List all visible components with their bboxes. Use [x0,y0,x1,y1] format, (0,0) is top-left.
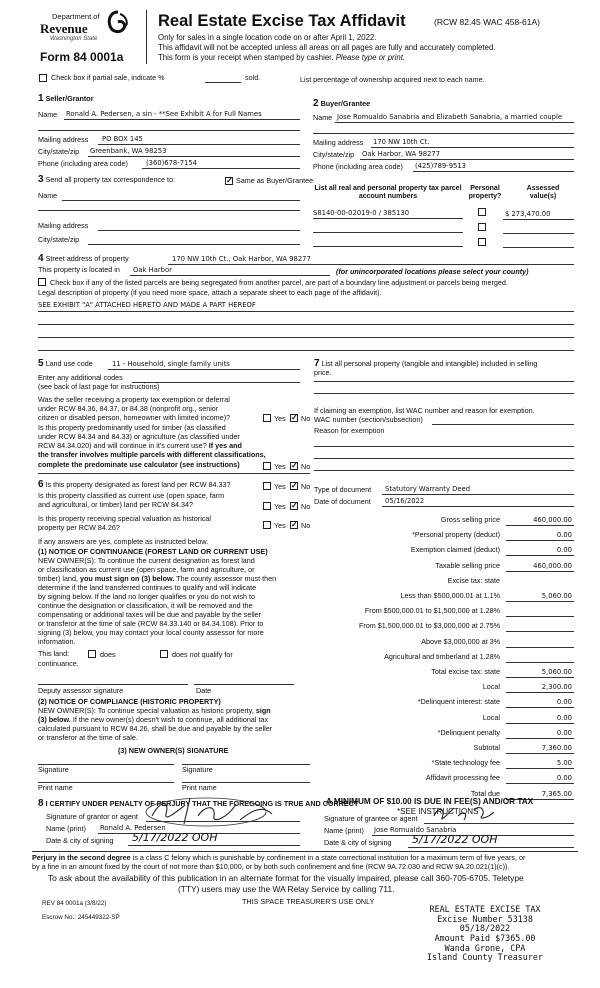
tax-row-value[interactable]: 0.00 [556,531,572,539]
grantor-print-label: Name (print) [46,824,86,833]
legal-desc-label: Legal description of property (if you need more space, attach a separate sheet to each page of the affidavit). [38,288,382,297]
n1-line-5: by signing below. If the land no longer qualifies or you do not wish to [38,592,255,601]
owner-print-label-2: Print name [182,783,217,792]
tax-row-line [506,616,574,617]
tax-row-label: Local [482,713,500,722]
tax-row-value[interactable]: 0.00 [556,774,572,782]
uninc-note: (for unincorporated locations please select your county) [336,267,529,276]
land-use-heading: 5 Land use code [38,358,93,369]
tax-row-value[interactable]: 0.00 [556,546,572,554]
add-codes-note: (see back of last page for instructions) [38,382,160,391]
owner-print-label-1: Print name [38,783,73,792]
tax-row-line [506,631,574,632]
corr-mail-line [98,230,300,231]
tax-row-label: *State technology fee [431,758,500,767]
grantor-date-label: Date & city of signing [46,836,114,845]
legal-desc-value[interactable]: SEE EXHIBIT "A" ATTACHED HERETO AND MADE A PART HEREOF [38,301,256,309]
minimum-due-note: A MINIMUM OF $10.00 IS DUE IN FEE(S) AND/OR TAX [326,797,534,806]
no-label: No [301,462,311,471]
buyer-name-line [335,122,574,123]
perjury-line-2: by a fine in an amount fixed by the court of not more than $10,000, or by both such confinement and fine (RCW 9A.72.030 and RCW 9A.20.021(1)(c)). [32,862,510,871]
certify-heading: 8 I CERTIFY UNDER PENALTY OF PERJURY THAT THE FOREGOING IS TRUE AND CORRECT [38,798,359,809]
legal-line-1 [38,311,574,312]
header-note-3: This form is your receipt when stamped by cashier. Please type or print. [158,53,406,62]
stamp-line-2: Excise Number 53138 [437,913,533,924]
tax-row-line [506,723,574,724]
historic-q-1: Is this property receiving special valuation as historical [38,514,211,523]
timber-q-4: the transfer involves multiple parcels with different classifications, [38,450,266,459]
grantee-date-label: Date & city of signing [324,838,392,847]
buyer-city-value[interactable]: Oak Harbor, WA 98277 [362,150,441,158]
segregated-label: Check box if any of the listed parcels are being segregated from another parcel, are part of a boundary line adjustment or parcels being merged. [50,278,508,287]
tax-row-label: Total due [470,789,500,798]
perjury-line-1: Perjury in the second degree is a class C felony which is punishable by confinement in a state correctional institution for a maximum term of five years, or [32,853,526,862]
tax-row-label: Less than $500,000.01 at 1.1% [400,591,500,600]
tax-row-label: *Delinquent penalty [437,728,500,737]
same-as-buyer-label: Same as Buyer/Grantee [236,176,314,185]
assessed-value[interactable]: $ 273,470.00 [505,210,551,218]
timber-q-1: Is this property predominantly used for timber (as classified [38,423,226,432]
form-number: Form 84 0001a [40,50,124,64]
personal-property-heading: 7 List all personal property (tangible and intangible) included in selling [314,358,538,369]
assessed-line-2 [503,233,574,234]
n1-line-1: NEW OWNER(S): To continue the current designation as forest land [38,556,255,565]
grantee-date-value[interactable]: 5/17/2022 OOH [412,833,498,846]
this-land-label: This land: [38,649,70,658]
escrow-number: Escrow No.: 245449322-SP [42,914,120,921]
assessed-line-1 [503,219,574,220]
header-note-1: Only for sales in a single location code on or after April 1, 2022. [158,33,377,42]
tax-row-value[interactable]: 5,060.00 [541,668,572,676]
corr-name-line [62,200,300,201]
treasurer-stamp [410,905,560,963]
doc-date-label: Date of document [314,497,371,506]
grantor-print-value[interactable]: Ronald A. Pedersen [100,824,166,832]
tax-row-line [506,540,574,541]
grantee-print-label: Name (print) [324,826,364,835]
timber-q-3: RCW 84.34.020) and will continue in it's current use? If yes and [38,441,242,450]
n2-line-1: NEW OWNER(S): To continue special valuation as historic property, sign [38,706,271,715]
tax-row-value[interactable]: 7,360.00 [541,744,572,752]
form-title: Real Estate Excise Tax Affidavit [158,12,406,30]
partial-pct-line [205,82,241,83]
revision-label: REV 84 0001a (3/8/22) [42,900,107,907]
tax-row-label: Gross selling price [440,515,500,524]
seller-mail-line [98,144,300,145]
legal-line-2 [38,324,574,325]
reason-line-3 [314,470,574,471]
n2-line-3: calculated pursuant to RCW 84.26, shall be due and payable by the seller [38,724,273,733]
tax-row-label: Agricultural and timberland at 1.28% [384,652,500,661]
deputy-sig-label: Deputy assessor signature [38,686,124,695]
land-use-code-value[interactable]: 11 - Household, single family units [112,360,230,368]
exemption-no-checkbox[interactable]: ✓ [291,413,298,422]
legal-line-3 [38,337,574,338]
street-line [168,264,574,265]
exemption-q-3: citizen or disabled person, homeowner with limited income)? [38,413,231,422]
if-yes-note: If any answers are yes, complete as instructed below. [38,537,209,546]
owner-sig-label-1: Signature [38,765,69,774]
notice-compliance-title: (2) NOTICE OF COMPLIANCE (HISTORIC PROPERTY) [38,697,221,706]
buyer-phone-label: Phone (including area code) [313,162,403,171]
seller-name-label: Name [38,110,58,119]
n1-line-10: information. [38,637,76,646]
logo-revenue: Revenue [40,21,88,36]
logo-swirl-icon [106,10,130,38]
tax-row-label: Taxable selling price [435,561,500,570]
seller-heading: 1 Seller/Grantor [38,93,94,104]
grantor-sig-label: Signature of grantor or agent [46,812,138,821]
located-line [130,275,330,276]
segregated-checkbox[interactable] [38,278,46,286]
tax-row-line [506,707,574,708]
section5-bottom-line [38,473,310,474]
current-use-no-checkbox[interactable]: ✓ [291,501,298,510]
see-instructions: *SEE INSTRUCTIONS [397,807,479,816]
doc-type-value[interactable]: Statutory Warranty Deed [385,485,471,493]
tax-row-label: From $500,000.01 to $1,500,000 at 1.28% [364,606,500,615]
personal-col-header: Personal property? [468,185,502,201]
exemption-claim-text: If claiming an exemption, list WAC number and reason for exemption. [314,406,535,415]
stamp-line-4: Amount Paid $7365.00 [434,932,536,943]
deputy-date-label: Date [196,686,212,695]
tax-row-label: Exemption claimed (deduct) [410,545,500,554]
street-heading: 4 Street address of property [38,253,129,264]
assessed-col-header: Assessed value(s) [526,185,560,201]
buyer-phone-value[interactable]: (425)789-9513 [415,162,466,170]
personal-property-l2: price. [314,368,332,377]
perjury-top-rule [32,851,578,852]
ownership-note: List percentage of ownership acquired next to each name. [300,75,485,84]
doc-type-label: Type of document [314,485,372,494]
exemption-q-2: under RCW 84.36, 84.37, or 84.38 (nonprofit org., senior [38,404,219,413]
n1-line-3: timber) land, you must sign on (3) below. The county assessor must then [38,574,277,583]
access-line-1: To ask about the availability of this publication in an alternate format for the visually impaired, please call 360-705-6705. Teletype [48,873,524,883]
seller-mail-value[interactable]: PO BOX 145 [102,135,143,143]
yes-label: Yes [274,502,286,511]
tax-row-value[interactable]: 460,000.00 [533,516,572,524]
street-address-value[interactable]: 170 NW 10th Ct., Oak Harbor, WA 98277 [172,255,311,263]
corr-mail-label: Mailing address [38,221,89,230]
grantee-print-value[interactable]: Jose Romualdo Sanabria [374,826,457,834]
tax-row-value[interactable]: 7,365.00 [541,790,572,798]
timber-q-5: complete the predominate use calculator (see instructions) [38,460,240,469]
tax-row-label: *Delinquent interest: state [417,697,500,706]
timber-yes-checkbox[interactable] [263,462,271,470]
buyer-extra-line [313,133,574,134]
tax-row-line [506,677,574,678]
access-line-2: (TTY) users may use the WA Relay Service by calling 711. [178,884,395,894]
n2-line-4: or transferor at the time of sale. [38,733,138,742]
header-note-2: This affidavit will not be accepted unless all areas on all pages are fully and accurately completed. [158,43,496,52]
n1-line-7: compensating or additional taxes will be due and payable by the seller [38,610,261,619]
deputy-date-line [194,684,294,685]
parcel-line-1 [313,218,463,219]
n1-line-8: or transferor at the time of sale (RCW 84.33.140 or 84.34.108). Prior to [38,619,264,628]
partial-sold-label: sold. [245,73,261,82]
logo-state: Washington State [50,36,98,42]
buyer-city-label: City/state/zip [313,150,355,159]
buyer-phone-line [413,171,574,172]
n1-line-2: or classification as current use (open space, farm and agriculture, or [38,565,255,574]
tax-row-line [506,525,574,526]
partial-sale-checkbox[interactable] [39,74,47,82]
doc-type-line [382,494,574,495]
seller-extra-line [38,130,300,131]
seller-mail-label: Mailing address [38,135,89,144]
doc-date-line [382,506,574,507]
stamp-line-3: 05/18/2022 [459,923,511,934]
parcel-line-3 [313,246,463,247]
tax-row-value[interactable]: 460,000.00 [533,562,572,570]
stamp-line-5: Wanda Grone, CPA [444,942,526,953]
tax-row-label: Affidavit processing fee [425,773,500,782]
grantor-date-value[interactable]: 5/17/2022 OOH [132,831,218,844]
forest-no-checkbox[interactable]: ✓ [291,481,298,490]
historic-no-checkbox[interactable]: ✓ [291,520,298,529]
grantee-signature[interactable] [428,802,498,824]
personal-checkbox-3[interactable] [478,238,486,246]
pp-line-2 [314,393,574,394]
yes-label: Yes [274,521,286,530]
seller-phone-label: Phone (including area code) [38,159,128,168]
continuance-label: continuance. [38,659,79,668]
seller-name-line [64,119,300,120]
tax-row-line [506,692,574,693]
no-label: No [301,414,311,423]
personal-checkbox-1[interactable] [478,208,486,216]
tax-row-label: Subtotal [473,743,500,752]
current-use-q-2: and agricultural, or timber) land per RCW 84.34? [38,500,194,509]
seller-city-value[interactable]: Greenbank, WA 98253 [90,147,167,155]
doc-date-value[interactable]: 05/16/2022 [385,497,425,505]
buyer-city-line [360,159,574,160]
yes-label: Yes [274,414,286,423]
buyer-name-value[interactable]: Jose Romualdo Sanabria and Elizabeth Sanabria, a married couple [337,113,563,121]
tax-row-label: Above $3,000,000 at 3% [421,637,500,646]
tax-row-line [506,601,574,602]
tax-row-label: From $1,500,000.01 to $3,000,000 at 2.75% [358,621,500,630]
seller-name-value[interactable]: Ronald A. Pedersen, a sin - **See Exhibit A for Full Names [66,110,262,118]
tax-row-value[interactable]: 5.00 [556,759,572,767]
no-label: No [301,502,311,511]
reason-line-2 [314,458,574,459]
buyer-name-label: Name [313,113,333,122]
legal-line-4 [38,350,574,351]
exemption-yes-checkbox[interactable] [263,414,271,422]
no-label: No [301,482,311,491]
parcel-number[interactable]: S8140-00-02019-0 / 385130 [313,209,410,217]
buyer-mail-line [371,147,574,148]
n1-line-6: continue the designation or classification, it will be removed and the [38,601,253,610]
exemption-q-1: Was the seller receiving a property tax exemption or deferral [38,395,230,404]
tax-row-line [506,768,574,769]
historic-q-2: property per RCW 84.26? [38,523,120,532]
treasurer-use-label: THIS SPACE TREASURER'S USE ONLY [242,897,375,906]
yes-label: Yes [274,462,286,471]
tax-row-value[interactable]: 0.00 [556,729,572,737]
does-checkbox[interactable] [88,650,96,658]
add-codes-label: Enter any additional codes [38,373,123,382]
personal-checkbox-2[interactable] [478,223,486,231]
tax-row-label: Excise tax: state [447,576,500,585]
wac-line [432,424,574,425]
n2-line-2: (3) below. If the new owner(s) doesn't wish to continue, all additional tax [38,715,269,724]
new-owner-sig-title: (3) NEW OWNER(S) SIGNATURE [118,746,229,755]
seller-phone-line [142,168,300,169]
tax-row-label: *Personal property (deduct) [412,530,500,539]
tax-row-value[interactable]: 2,300.00 [541,683,572,691]
corr-extra-line [38,210,300,211]
tax-row-line [506,738,574,739]
timber-q-2: under RCW 84.34 and 84.33) or agriculture (as classified under [38,432,240,441]
logo-dept: Department of [52,12,100,21]
does-not-checkbox[interactable] [160,650,168,658]
owner-sig-label-2: Signature [182,765,213,774]
located-label: This property is located in [38,265,120,274]
located-value[interactable]: Oak Harbor [133,266,172,274]
current-use-q-1: Is this property classified as current use (open space, farm [38,491,225,500]
corr-city-label: City/state/zip [38,235,80,244]
buyer-mail-value[interactable]: 170 NW 10th Ct. [373,138,430,146]
seller-phone-value[interactable]: (360)678-7154 [146,159,197,167]
tax-row-label: Total excise tax: state [431,667,500,676]
land-use-line [108,369,300,370]
stamp-line-1: REAL ESTATE EXCISE TAX [429,904,541,914]
reason-label: Reason for exemption [314,426,385,435]
tax-row-line [506,555,574,556]
notice-continuance-title: (1) NOTICE OF CONTINUANCE (FOREST LAND OR CURRENT USE) [38,547,268,556]
same-as-buyer-checkbox[interactable]: ✓ [226,176,233,185]
corr-city-line [88,244,300,245]
header-divider [146,10,147,64]
historic-yes-checkbox[interactable] [263,521,271,529]
tax-row-line [506,571,574,572]
does-not-label: does not qualify for [172,650,233,659]
deputy-sig-line [38,684,188,685]
tax-row-value[interactable]: 5,060.00 [541,592,572,600]
stamp-line-6: Island County Treasurer [427,952,543,963]
pp-line-1 [314,381,574,382]
n1-line-4: determine if the land transferred continues to qualify and will indicate [38,583,257,592]
tax-row-value[interactable]: 0.00 [556,698,572,706]
corr-name-label: Name [38,191,58,200]
tax-row-label: Local [482,682,500,691]
forest-q: 6 Is this property designated as forest land per RCW 84.33? [38,479,231,490]
buyer-heading: 2 Buyer/Grantee [313,98,371,109]
seller-city-line [88,156,300,157]
grantee-sig-label: Signature of grantee or agent [324,814,418,823]
current-use-yes-checkbox[interactable] [263,502,271,510]
tax-row-value[interactable]: 0.00 [556,714,572,722]
grantor-date-line [128,845,300,846]
does-label: does [100,650,116,659]
timber-no-checkbox[interactable]: ✓ [291,461,298,470]
tax-row-line [506,783,574,784]
partial-sale-label: Check box if partial sale, indicate % [51,73,165,82]
tax-row-line [506,662,574,663]
forest-yes-checkbox[interactable] [263,482,271,490]
parcel-col-header: List all real and personal property tax parcel account numbers [314,185,462,201]
tax-row-line [506,647,574,648]
no-label: No [301,521,311,530]
wac-label: WAC number (section/subsection) [314,415,423,424]
parcel-line-2 [313,232,463,233]
correspondence-heading: 3 Send all property tax correspondence to: [38,174,176,185]
n1-line-9: signing (3) below, you may contact your local county assessor for more [38,628,264,637]
seller-city-label: City/state/zip [38,147,80,156]
grantee-date-line [408,847,574,848]
yes-label: Yes [274,482,286,491]
tax-row-line [506,753,574,754]
form-rcw: (RCW 82.45 WAC 458-61A) [434,17,540,27]
assessed-line-3 [503,247,574,248]
reason-line-1 [314,446,574,447]
buyer-mail-label: Mailing address [313,138,364,147]
